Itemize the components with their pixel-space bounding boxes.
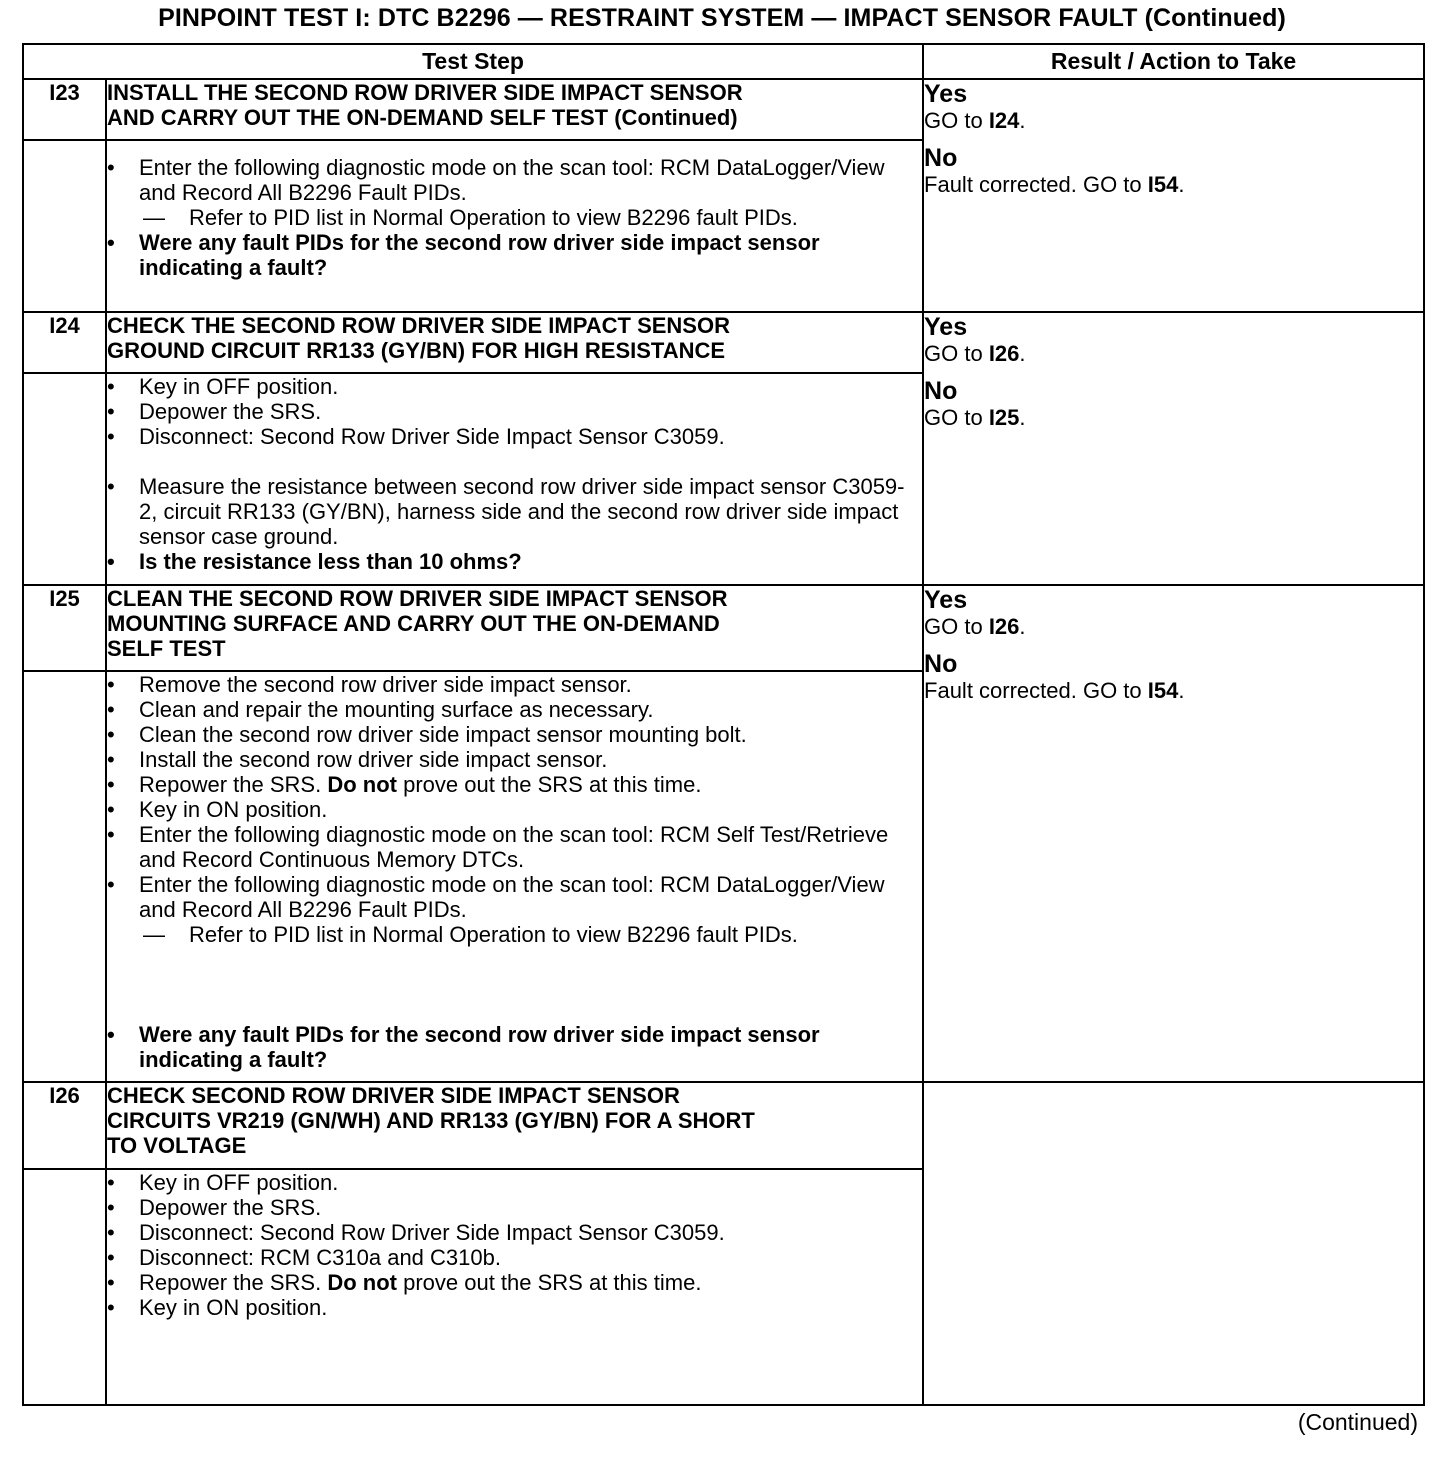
result-no-label: No: [924, 377, 958, 406]
step-title-line: GROUND CIRCUIT RR133 (GY/BN) FOR HIGH RESISTANCE: [107, 338, 726, 364]
sub-item: — Refer to PID list in Normal Operation to view B2296 fault PIDs.: [143, 921, 798, 947]
continued-footer: (Continued): [1297, 1409, 1418, 1435]
column-header-result-action: Result / Action to Take: [923, 44, 1424, 79]
result-cell-i23: [923, 79, 1424, 312]
list-item: • Depower the SRS.: [107, 399, 322, 425]
result-yes-action: GO to I26.: [924, 613, 1026, 639]
result-no-action: Fault corrected. GO to I54.: [924, 172, 1185, 197]
list-item: • Disconnect: Second Row Driver Side Impact Sensor C3059.: [107, 1219, 725, 1245]
result-yes-label: Yes: [924, 80, 968, 108]
list-item: • Key in OFF position.: [107, 374, 339, 400]
result-cell-i26: [923, 1082, 1424, 1405]
goto-target[interactable]: I24: [988, 108, 1020, 133]
step-title-row-i23: [23, 79, 1424, 140]
result-cell-i25: [923, 585, 1424, 1083]
list-item: • Enter the following diagnostic mode on the scan tool: RCM DataLogger/View and Record All B2296 Fault PIDs.: [107, 871, 885, 922]
list-item: • Remove the second row driver side impact sensor.: [107, 671, 632, 697]
result-no-action: GO to I25.: [924, 405, 1026, 431]
list-item: • Enter the following diagnostic mode on the scan tool: RCM Self Test/Retrieve and Record Continuous Memory DTCs.: [107, 821, 889, 872]
step-title: [106, 585, 923, 671]
list-item: • Measure the resistance between second row driver side impact sensor C3059-2, circuit RR133 (GY/BN), harness side and the second row driver side impact sensor case ground.: [107, 474, 905, 550]
table-header-row: [23, 44, 1424, 79]
list-item: • Repower the SRS. Do not prove out the SRS at this time.: [107, 1269, 702, 1295]
step-body: [106, 1169, 923, 1405]
step-body: [106, 373, 923, 584]
step-title: [106, 312, 923, 373]
step-title-line: SELF TEST: [107, 635, 226, 661]
pinpoint-test-table: [22, 43, 1425, 1406]
step-body: [106, 140, 923, 312]
result-no-label: No: [924, 144, 958, 172]
result-no-label: No: [924, 649, 958, 678]
step-title-line: CHECK SECOND ROW DRIVER SIDE IMPACT SENSOR: [107, 1083, 680, 1109]
step-id: I23: [23, 79, 106, 140]
list-item: • Key in ON position.: [107, 1294, 328, 1320]
step-title-line: CHECK THE SECOND ROW DRIVER SIDE IMPACT SENSOR: [107, 313, 730, 339]
step-id: I26: [23, 1082, 106, 1168]
result-no-action: Fault corrected. GO to I54.: [924, 677, 1185, 703]
step-id: I24: [23, 312, 106, 373]
step-title-line: AND CARRY OUT THE ON-DEMAND SELF TEST (Continued): [107, 105, 738, 130]
step-title-line: MOUNTING SURFACE AND CARRY OUT THE ON-DEMAND: [107, 610, 720, 636]
result-yes-action: GO to I26.: [924, 341, 1026, 367]
list-item: • Disconnect: RCM C310a and C310b.: [107, 1244, 501, 1270]
list-item: • Enter the following diagnostic mode on the scan tool: RCM DataLogger/View and Record All B2296 Fault PIDs.: [107, 155, 885, 206]
step-title-line: INSTALL THE SECOND ROW DRIVER SIDE IMPACT SENSOR: [107, 80, 743, 105]
step-title-line: CLEAN THE SECOND ROW DRIVER SIDE IMPACT SENSOR: [107, 585, 728, 611]
list-item: • Install the second row driver side impact sensor.: [107, 746, 608, 772]
goto-target[interactable]: I26: [988, 341, 1020, 367]
goto-target[interactable]: I26: [988, 613, 1020, 639]
step-title-line: CIRCUITS VR219 (GN/WH) AND RR133 (GY/BN) FOR A SHORT: [107, 1108, 755, 1134]
step-title: [106, 1082, 923, 1168]
step-title-row-i26: [23, 1082, 1424, 1168]
goto-target[interactable]: I54: [1147, 677, 1179, 703]
goto-target[interactable]: I25: [988, 405, 1020, 431]
list-item-question: • Were any fault PIDs for the second row driver side impact sensor indicating a fault?: [107, 230, 820, 281]
step-body: [106, 671, 923, 1083]
list-item: • Clean the second row driver side impact sensor mounting bolt.: [107, 721, 747, 747]
list-item: • Depower the SRS.: [107, 1194, 322, 1220]
list-item: • Disconnect: Second Row Driver Side Impact Sensor C3059.: [107, 424, 725, 450]
step-title-row-i24: [23, 312, 1424, 373]
step-title-line: TO VOLTAGE: [107, 1133, 247, 1159]
column-header-test-step: Test Step: [23, 44, 923, 79]
sub-item: — Refer to PID list in Normal Operation to view B2296 fault PIDs.: [143, 205, 798, 231]
page-title: PINPOINT TEST I: DTC B2296 — RESTRAINT SYSTEM — IMPACT SENSOR FAULT (Continued): [158, 4, 1286, 32]
list-item: • Repower the SRS. Do not prove out the SRS at this time.: [107, 771, 702, 797]
result-cell-i24: [923, 312, 1424, 584]
result-yes-label: Yes: [924, 585, 968, 614]
list-item: • Key in OFF position.: [107, 1169, 339, 1195]
step-id: I25: [23, 585, 106, 671]
goto-target[interactable]: I54: [1147, 172, 1179, 197]
result-yes-action: GO to I24.: [924, 108, 1026, 133]
result-yes-label: Yes: [924, 313, 968, 342]
step-title: [106, 79, 923, 140]
step-title-row-i25: [23, 585, 1424, 671]
list-item: • Key in ON position.: [107, 796, 328, 822]
list-item: • Clean and repair the mounting surface as necessary.: [107, 696, 654, 722]
list-item-question: • Is the resistance less than 10 ohms?: [107, 549, 522, 575]
list-item-question: • Were any fault PIDs for the second row driver side impact sensor indicating a fault?: [107, 1021, 820, 1072]
